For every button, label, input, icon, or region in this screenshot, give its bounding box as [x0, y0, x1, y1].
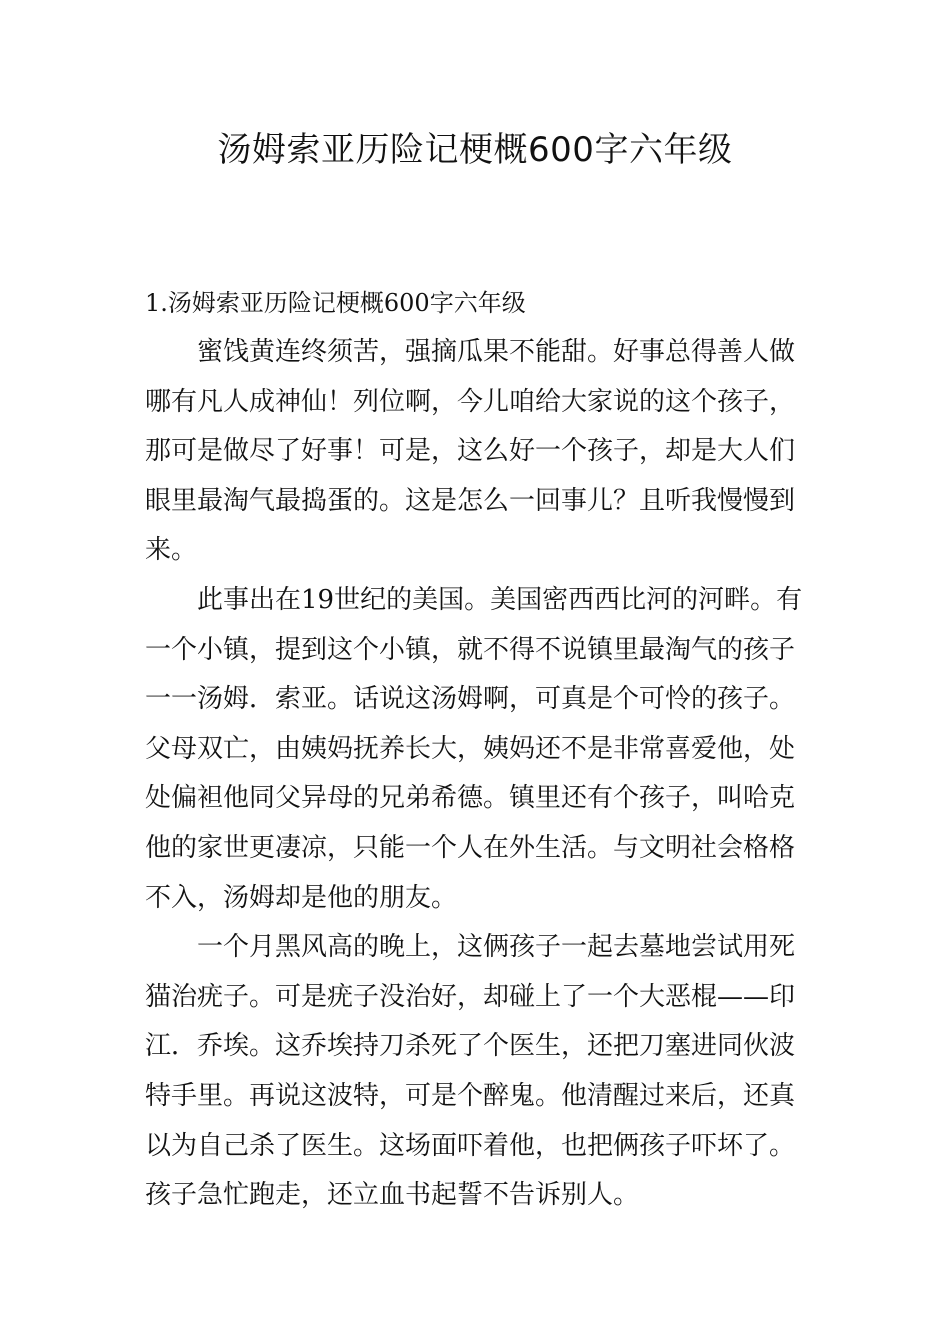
- paragraph-line: 猫治疣子。可是疣子没治好，却碰上了一个大恶棍——印: [145, 981, 796, 1012]
- paragraph-line: 此事出在19世纪的美国。美国密西西比河的河畔。有: [197, 584, 803, 615]
- paragraph-3: [145, 923, 810, 1221]
- paragraph-line: 眼里最淘气最捣蛋的。这是怎么一回事儿？且听我慢慢到: [145, 485, 796, 516]
- section-heading: 1.汤姆索亚历险记梗概600字六年级: [145, 289, 526, 317]
- paragraph-line: 一个月黑风高的晚上，这俩孩子一起去墓地尝试用死: [197, 932, 796, 963]
- paragraph-line: 以为自己杀了医生。这场面吓着他，也把俩孩子吓坏了。: [145, 1130, 796, 1161]
- document-body: [145, 278, 810, 1221]
- paragraph-line: 蜜饯黄连终须苦，强摘瓜果不能甜。好事总得善人做: [197, 337, 796, 367]
- paragraph-line: 来。: [145, 535, 198, 566]
- paragraph-line: 一一汤姆．索亚。话说这汤姆啊，可真是个可怜的孩子。: [145, 684, 796, 715]
- paragraph-line: 特手里。再说这波特，可是个醉鬼。他清醒过来后，还真: [145, 1080, 796, 1111]
- paragraph-line: 父母双亡，由姨妈抚养长大，姨妈还不是非常喜爱他，处: [145, 733, 796, 764]
- paragraph-line: 不入，汤姆却是他的朋友。: [145, 882, 458, 913]
- paragraph-line: 处偏袒他同父异母的兄弟希德。镇里还有个孩子，叫哈克: [145, 783, 796, 814]
- paragraph-line: 哪有凡人成神仙！列位啊，今儿咱给大家说的这个孩子，: [145, 386, 796, 417]
- document-title: 汤姆索亚历险记梗概600字六年级: [217, 130, 733, 170]
- paragraph-line: 那可是做尽了好事！可是，这么好一个孩子，却是大人们: [145, 436, 796, 467]
- paragraph-2: [145, 576, 810, 923]
- paragraph-line: 一个小镇，提到这个小镇，就不得不说镇里最淘气的孩子: [145, 634, 796, 665]
- paragraph-line: 他的家世更凄凉，只能一个人在外生活。与文明社会格格: [145, 832, 796, 863]
- paragraph-1: [145, 328, 810, 576]
- paragraph-line: 江．乔埃。这乔埃持刀杀死了个医生，还把刀塞进同伙波: [145, 1031, 796, 1062]
- paragraph-line: 孩子急忙跑走，还立血书起誓不告诉别人。: [145, 1180, 640, 1211]
